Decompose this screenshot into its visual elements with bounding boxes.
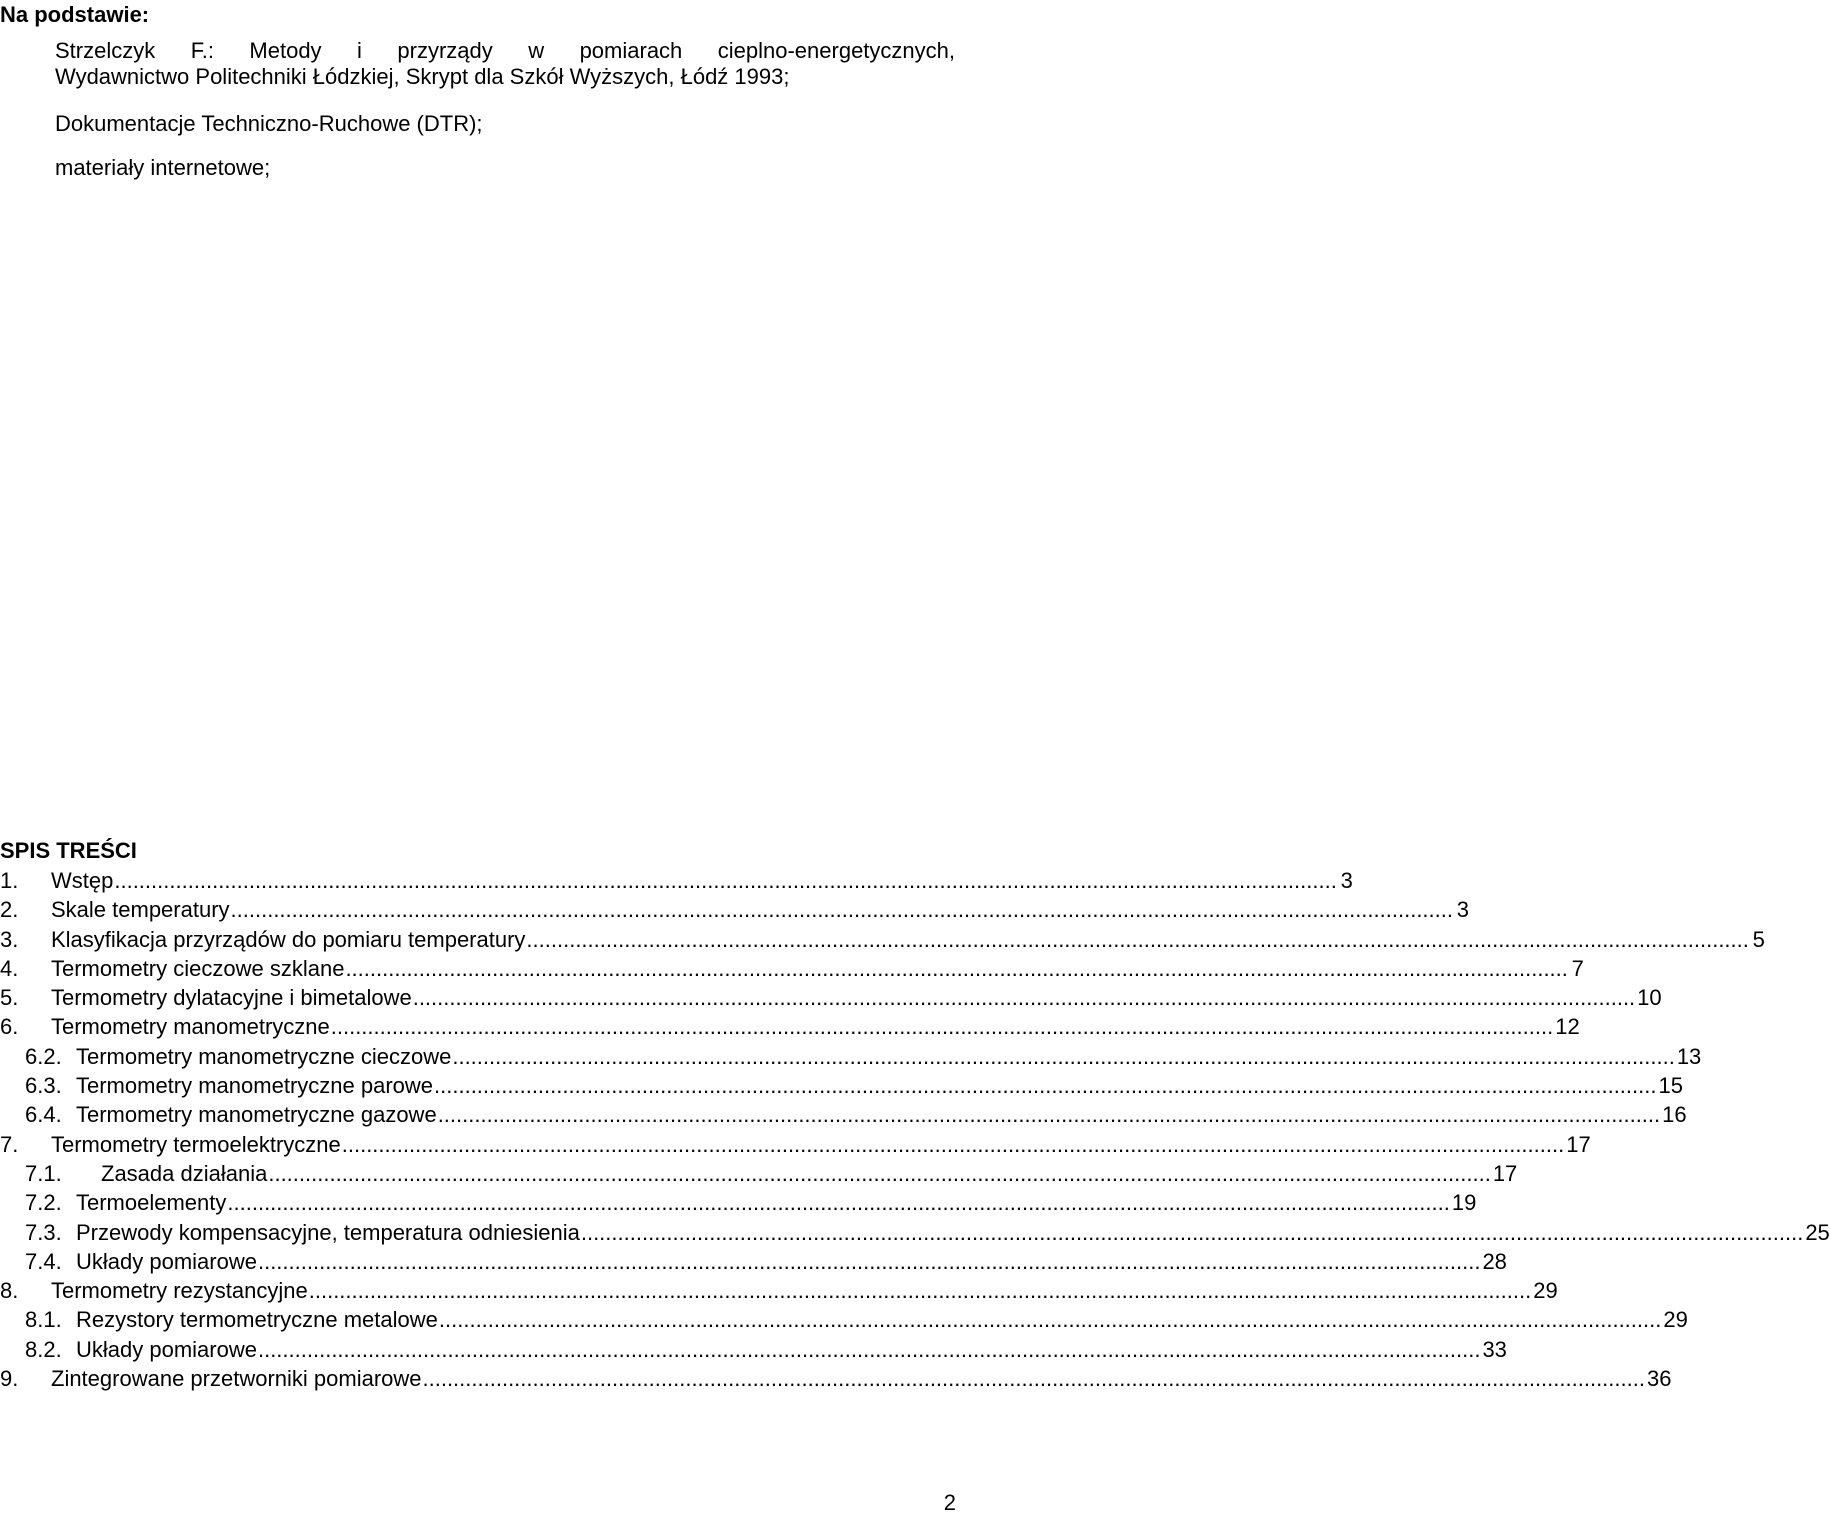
- toc-leader-dots: ........................................................................................................................................................................................................: [422, 1366, 1645, 1392]
- toc-leader-dots: ........................................................................................................................................................................................................: [330, 1014, 1554, 1040]
- toc-entry[interactable]: [0, 1188, 1477, 1217]
- toc-entry-page: 13: [1676, 1043, 1702, 1069]
- toc-entry[interactable]: [0, 1012, 1580, 1041]
- toc-entry[interactable]: [0, 866, 1353, 895]
- toc-entry-title: Termometry dylatacyjne i bimetalowe: [51, 985, 412, 1011]
- toc-leader-dots: ........................................................................................................................................................................................................: [230, 897, 1453, 923]
- source-item: [55, 111, 483, 137]
- toc-entry[interactable]: [0, 1305, 1688, 1334]
- toc-entry-number: 8.2.: [25, 1336, 62, 1362]
- source-line: materiały internetowe;: [55, 155, 271, 180]
- toc-entry-title: Termometry manometryczne cieczowe: [76, 1043, 452, 1069]
- toc-entry-number: 6.2.: [25, 1043, 62, 1069]
- source-line: Strzelczyk F.: Metody i przyrządy w pomiarach cieplno-energetycznych,: [55, 38, 955, 63]
- toc-entry-page: 29: [1663, 1307, 1688, 1333]
- toc-leader-dots: ........................................................................................................................................................................................................: [257, 1336, 1481, 1362]
- toc-entry-number: 6.4.: [25, 1102, 62, 1128]
- toc-leader-dots: ........................................................................................................................................................................................................: [268, 1160, 1491, 1186]
- toc-entry-number: 5.: [0, 985, 19, 1011]
- toc-entry[interactable]: [0, 1159, 1518, 1188]
- source-item: [55, 155, 270, 181]
- toc-entry[interactable]: [0, 983, 1662, 1012]
- toc-entry[interactable]: [0, 1335, 1507, 1364]
- toc-entry-page: 5: [1752, 926, 1765, 952]
- toc-leader-dots: ........................................................................................................................................................................................................: [227, 1190, 1450, 1216]
- toc-entry-number: 9.: [0, 1366, 19, 1392]
- toc-entry[interactable]: [0, 1364, 1672, 1393]
- toc-entry-title: Układy pomiarowe: [76, 1248, 257, 1274]
- toc-leader-dots: ........................................................................................................................................................................................................: [345, 955, 1568, 981]
- toc-entry-number: 7.3.: [25, 1219, 62, 1245]
- toc-entry[interactable]: [0, 1130, 1591, 1159]
- toc-leader-dots: ........................................................................................................................................................................................................: [341, 1131, 1565, 1157]
- toc-entry-title: Termometry termoelektryczne: [51, 1131, 341, 1157]
- toc-entry-number: 7.4.: [25, 1248, 62, 1274]
- toc-entry-page: 10: [1637, 985, 1662, 1011]
- toc-entry[interactable]: [0, 1071, 1683, 1100]
- toc-entry-title: Termometry manometryczne gazowe: [76, 1102, 437, 1128]
- toc-entry-number: 7.2.: [25, 1190, 62, 1216]
- toc-entry-number: 4.: [0, 955, 19, 981]
- toc-entry-title: Termometry rezystancyjne: [51, 1278, 308, 1304]
- toc-entry[interactable]: [0, 1100, 1687, 1129]
- toc-entry-page: 17: [1566, 1131, 1591, 1157]
- toc-entry[interactable]: [0, 895, 1469, 924]
- toc-entry-page: 17: [1492, 1160, 1518, 1186]
- toc-entry-page: 3: [1456, 897, 1469, 923]
- toc-entry-page: 28: [1482, 1248, 1507, 1274]
- toc-entry-number: 2.: [0, 897, 19, 923]
- toc-entry[interactable]: [0, 954, 1584, 983]
- toc-leader-dots: ........................................................................................................................................................................................................: [434, 1073, 1657, 1099]
- toc-entry-number: 6.: [0, 1014, 19, 1040]
- toc-entry-page: 12: [1555, 1014, 1580, 1040]
- toc-entry[interactable]: [0, 925, 1765, 954]
- toc-entry-title: Układy pomiarowe: [76, 1336, 257, 1362]
- toc-entry-number: 7.: [0, 1131, 19, 1157]
- toc-leader-dots: ........................................................................................................................................................................................................: [452, 1043, 1675, 1069]
- table-of-contents: [0, 866, 1830, 1393]
- toc-entry-number: 8.1.: [25, 1307, 62, 1333]
- toc-entry-page: 16: [1662, 1102, 1687, 1128]
- toc-title: SPIS TREŚCI: [0, 838, 137, 863]
- sources-heading: Na podstawie:: [0, 2, 150, 27]
- toc-entry-page: 7: [1571, 955, 1584, 981]
- toc-entry[interactable]: [0, 1218, 1830, 1247]
- toc-entry-page: 19: [1451, 1190, 1477, 1216]
- toc-leader-dots: ........................................................................................................................................................................................................: [114, 868, 1337, 893]
- toc-entry-title: Klasyfikacja przyrządów do pomiaru temperatury: [51, 926, 526, 952]
- toc-entry-title: Termometry manometryczne parowe: [76, 1073, 434, 1099]
- toc-entry[interactable]: [0, 1042, 1702, 1071]
- toc-leader-dots: ........................................................................................................................................................................................................: [308, 1278, 1532, 1304]
- toc-leader-dots: ........................................................................................................................................................................................................: [526, 926, 1749, 952]
- source-line: Dokumentacje Techniczno-Ruchowe (DTR);: [55, 111, 483, 136]
- toc-entry-page: 36: [1646, 1366, 1672, 1392]
- toc-entry-page: 15: [1658, 1073, 1683, 1099]
- toc-entry-title: Rezystory termometryczne metalowe: [76, 1307, 438, 1333]
- toc-entry-number: 8.: [0, 1278, 19, 1304]
- toc-entry-title: Wstęp: [51, 868, 114, 893]
- toc-leader-dots: ........................................................................................................................................................................................................: [580, 1219, 1804, 1245]
- source-item: [55, 38, 955, 90]
- toc-leader-dots: ........................................................................................................................................................................................................: [257, 1248, 1481, 1274]
- toc-entry-page: 3: [1340, 868, 1353, 893]
- toc-entry-page: 33: [1482, 1336, 1507, 1362]
- toc-leader-dots: ........................................................................................................................................................................................................: [412, 985, 1636, 1011]
- toc-entry-number: 3.: [0, 926, 19, 952]
- page-number: 2: [943, 1490, 956, 1515]
- toc-entry-title: Termoelementy: [76, 1190, 227, 1216]
- toc-entry-title: Termometry cieczowe szklane: [51, 955, 345, 981]
- toc-leader-dots: ........................................................................................................................................................................................................: [438, 1307, 1662, 1333]
- toc-entry-title: Zasada działania: [101, 1160, 268, 1186]
- toc-entry-number: 1.: [0, 868, 19, 893]
- toc-entry[interactable]: [0, 1247, 1507, 1276]
- toc-entry[interactable]: [0, 1276, 1558, 1305]
- toc-leader-dots: ........................................................................................................................................................................................................: [437, 1102, 1661, 1128]
- toc-entry-number: 7.1.: [25, 1160, 62, 1186]
- toc-entry-title: Skale temperatury: [51, 897, 230, 923]
- toc-entry-title: Przewody kompensacyjne, temperatura odniesienia: [76, 1219, 580, 1245]
- toc-entry-page: 29: [1533, 1278, 1558, 1304]
- toc-entry-number: 6.3.: [25, 1073, 62, 1099]
- toc-entry-title: Zintegrowane przetworniki pomiarowe: [51, 1366, 422, 1392]
- source-line: Wydawnictwo Politechniki Łódzkiej, Skrypt dla Szkół Wyższych, Łódź 1993;: [55, 64, 790, 89]
- toc-entry-page: 25: [1805, 1219, 1830, 1245]
- toc-entry-title: Termometry manometryczne: [51, 1014, 330, 1040]
